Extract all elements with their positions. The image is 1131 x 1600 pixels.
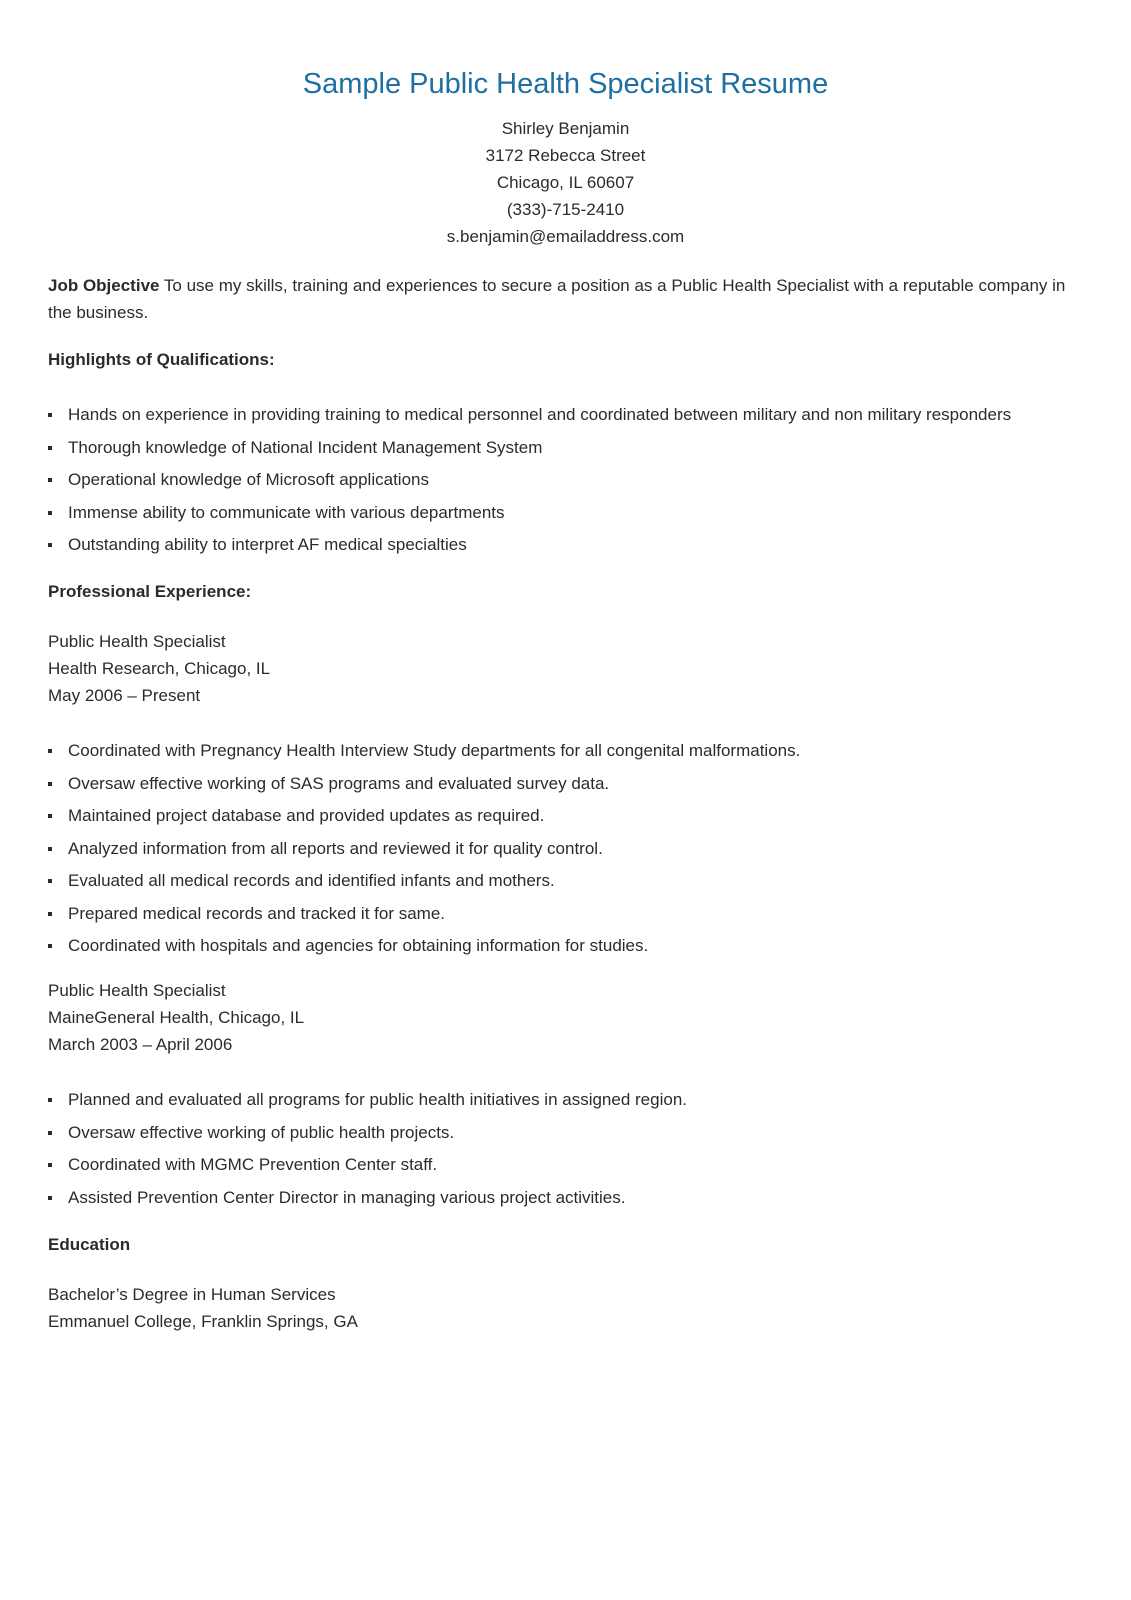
- page-title: Sample Public Health Specialist Resume: [302, 68, 829, 100]
- job-2-duties: [48, 1086, 687, 1216]
- job-dates: May 2006 – Present: [48, 686, 201, 705]
- highlights-heading: Highlights of Qualifications:: [48, 350, 275, 369]
- job-header-1: [48, 628, 270, 709]
- contact-street: 3172 Rebecca Street: [485, 146, 646, 165]
- objective-text: To use my skills, training and experiences to secure a position as a Public Health Specialist with a reputable company in the business.: [48, 276, 1066, 322]
- highlights-list: [48, 401, 1011, 564]
- list-item: Assisted Prevention Center Director in managing various project activities.: [48, 1184, 687, 1217]
- objective-label: Job Objective: [48, 276, 160, 295]
- list-item: Thorough knowledge of National Incident Management System: [48, 434, 1011, 467]
- job-title: Public Health Specialist: [48, 981, 226, 1000]
- job-company: MaineGeneral Health, Chicago, IL: [48, 1008, 305, 1027]
- job-1-duties: [48, 737, 800, 965]
- list-item: Oversaw effective working of public health projects.: [48, 1119, 687, 1152]
- list-item: Coordinated with Pregnancy Health Interview Study departments for all congenital malformations.: [48, 737, 800, 770]
- contact-phone: (333)-715-2410: [506, 200, 625, 219]
- contact-email: s.benjamin@emailaddress.com: [446, 227, 685, 246]
- contact-block: [0, 115, 1131, 250]
- list-item: Prepared medical records and tracked it for same.: [48, 900, 800, 933]
- job-title: Public Health Specialist: [48, 632, 226, 651]
- list-item: Maintained project database and provided updates as required.: [48, 802, 800, 835]
- list-item: Oversaw effective working of SAS programs and evaluated survey data.: [48, 770, 800, 803]
- education-degree: Bachelor’s Degree in Human Services: [48, 1285, 336, 1304]
- experience-heading: Professional Experience:: [48, 582, 252, 601]
- list-item: Immense ability to communicate with various departments: [48, 499, 1011, 532]
- contact-city: Chicago, IL 60607: [496, 173, 635, 192]
- list-item: Analyzed information from all reports and reviewed it for quality control.: [48, 835, 800, 868]
- education-block: [48, 1281, 358, 1335]
- list-item: Operational knowledge of Microsoft applications: [48, 466, 1011, 499]
- job-objective: [48, 272, 1088, 326]
- job-dates: March 2003 – April 2006: [48, 1035, 233, 1054]
- job-header-2: [48, 977, 304, 1058]
- list-item: Evaluated all medical records and identified infants and mothers.: [48, 867, 800, 900]
- list-item: Coordinated with MGMC Prevention Center staff.: [48, 1151, 687, 1184]
- list-item: Coordinated with hospitals and agencies for obtaining information for studies.: [48, 932, 800, 965]
- education-heading: Education: [48, 1235, 131, 1254]
- list-item: Planned and evaluated all programs for public health initiatives in assigned region.: [48, 1086, 687, 1119]
- list-item: Hands on experience in providing training to medical personnel and coordinated between military and non military responders: [48, 401, 1011, 434]
- job-company: Health Research, Chicago, IL: [48, 659, 271, 678]
- contact-name: Shirley Benjamin: [501, 119, 630, 138]
- list-item: Outstanding ability to interpret AF medical specialties: [48, 531, 1011, 564]
- education-school: Emmanuel College, Franklin Springs, GA: [48, 1312, 358, 1331]
